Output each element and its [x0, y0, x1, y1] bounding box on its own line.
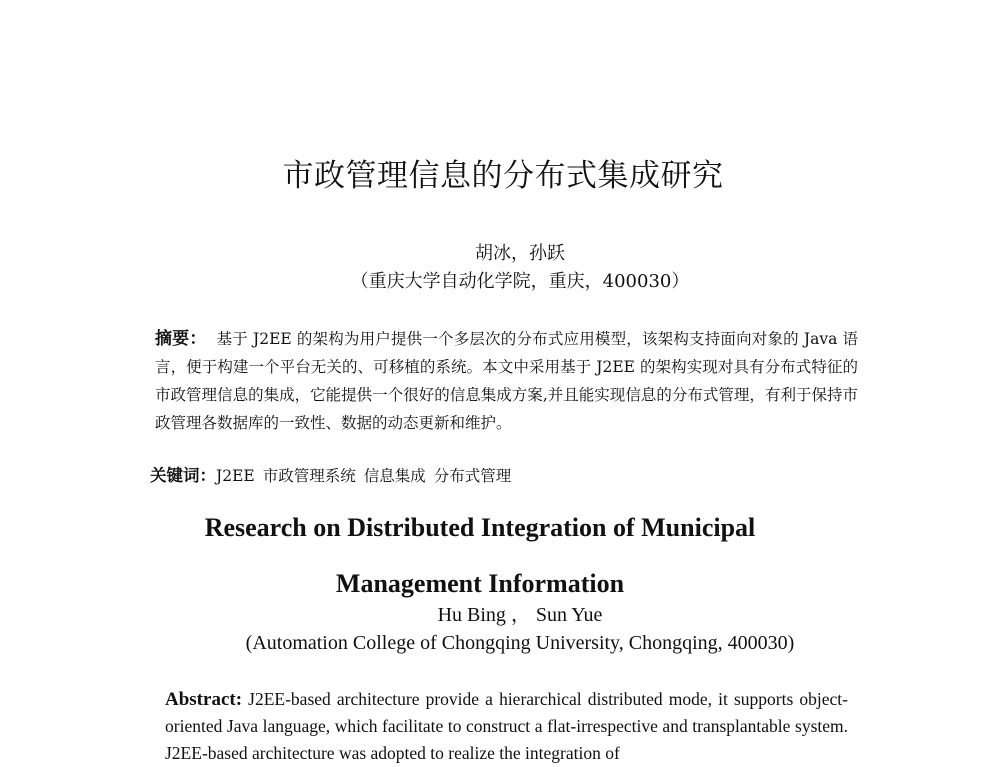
- abstract-text-en: J2EE-based architecture provide a hierarchical distributed mode, it supports object-oriented Java language, which facilitate to construct a flat-irrespective and transplantable system. J2EE-based architecture was adopted to realize the integration of: [165, 689, 848, 763]
- keyword: 市政管理系统: [262, 467, 356, 485]
- paper-title-en: [0, 500, 960, 612]
- paper-title-en-line1: Research on Distributed Integration of Municipal: [204, 513, 756, 542]
- paper-title-cn: 市政管理信息的分布式集成研究: [282, 158, 724, 194]
- abstract-text-cn: 基于 J2EE 的架构为用户提供一个多层次的分布式应用模型，该架构支持面向对象的 Java 语言，便于构建一个平台无关的、可移植的系统。本文中采用基于 J2EE 的架构实现对具有分布式特征的市政管理信息的集成，它能提供一个很好的信息集成方案,并且能实现信息的分布式管理，有利于保持市政管理各数据库的一致性、数据的动态更新和维护。: [155, 330, 858, 432]
- keywords-label-cn: 关键词：: [150, 466, 216, 485]
- abstract-label-en: Abstract:: [165, 689, 243, 710]
- abstract-cn: [155, 325, 858, 437]
- paper-title-en-line2: Management Information: [335, 569, 625, 598]
- affiliation-en: (Automation College of Chongqing University, Chongqing, 400030): [245, 632, 795, 654]
- abstract-label-cn: 摘要：: [155, 329, 207, 349]
- abstract-en: [165, 686, 848, 767]
- keywords-cn: [150, 462, 870, 490]
- authors-en: Hu Bing ， Sun Yue: [437, 604, 603, 626]
- authors-cn: 胡冰，孙跃: [475, 243, 565, 264]
- affiliation-cn: （重庆大学自动化学院，重庆，400030）: [350, 271, 690, 292]
- keyword: 分布式管理: [433, 467, 512, 485]
- keyword: 信息集成: [363, 467, 426, 485]
- keyword: J2EE: [216, 467, 255, 485]
